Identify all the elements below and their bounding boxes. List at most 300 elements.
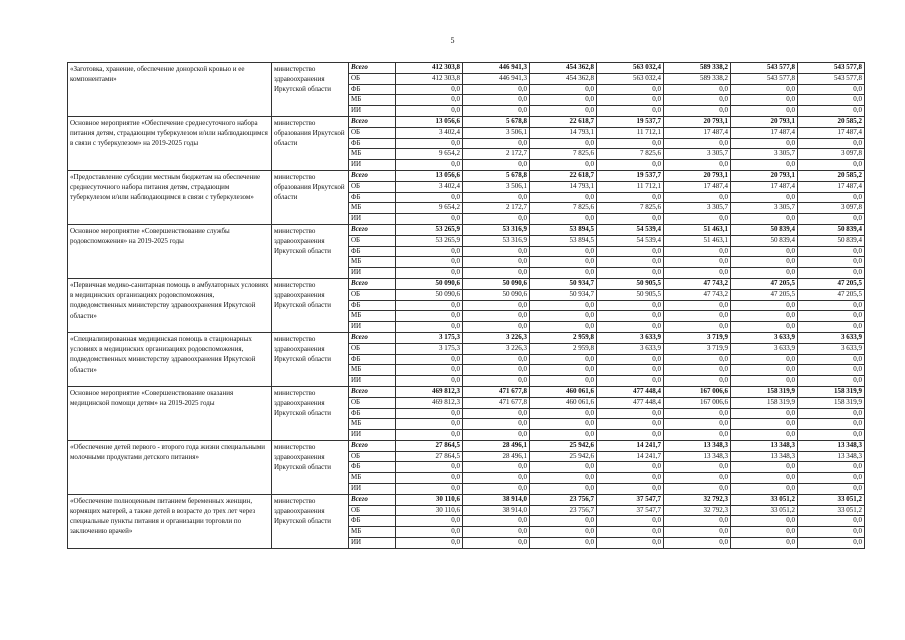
- amount-cell: 0,0: [731, 138, 798, 149]
- amount-cell: 27 864,5: [396, 440, 463, 451]
- amount-cell: 0,0: [731, 354, 798, 365]
- amount-cell: 0,0: [798, 365, 865, 376]
- amount-cell: 3 506,1: [463, 181, 530, 192]
- amount-cell: 0,0: [396, 311, 463, 322]
- amount-cell: 54 539,4: [597, 235, 664, 246]
- amount-cell: 0,0: [798, 527, 865, 538]
- amount-cell: 0,0: [530, 484, 597, 495]
- amount-cell: 0,0: [664, 419, 731, 430]
- amount-cell: 50 905,5: [597, 289, 664, 300]
- amount-cell: 0,0: [731, 246, 798, 257]
- amount-cell: 0,0: [664, 214, 731, 225]
- amount-cell: 0,0: [798, 192, 865, 203]
- amount-cell: 0,0: [798, 376, 865, 387]
- amount-cell: 0,0: [530, 84, 597, 95]
- amount-cell: 25 942,6: [530, 451, 597, 462]
- amount-cell: 0,0: [396, 484, 463, 495]
- amount-cell: 3 175,3: [396, 343, 463, 354]
- amount-cell: 0,0: [798, 322, 865, 333]
- amount-cell: 37 547,7: [597, 505, 664, 516]
- amount-cell: 0,0: [396, 257, 463, 268]
- amount-cell: 0,0: [664, 538, 731, 549]
- amount-cell: 0,0: [664, 516, 731, 527]
- amount-cell: 3 719,9: [664, 332, 731, 343]
- amount-cell: 0,0: [463, 106, 530, 117]
- table-row: [68, 440, 865, 451]
- amount-cell: 13 056,6: [396, 170, 463, 181]
- amount-cell: 0,0: [731, 538, 798, 549]
- amount-cell: 22 618,7: [530, 116, 597, 127]
- amount-cell: 9 654,2: [396, 149, 463, 160]
- amount-cell: 27 864,5: [396, 451, 463, 462]
- amount-cell: 0,0: [798, 214, 865, 225]
- funding-source: МБ: [349, 527, 396, 538]
- amount-cell: 0,0: [463, 214, 530, 225]
- activity-description: «Обеспечение полноценным питанием беременных женщин, кормящих матерей, а также детей в возрасте до трех лет через специальные пункты питания и организации торговли по заключению врачей»: [68, 494, 272, 548]
- amount-cell: 0,0: [530, 419, 597, 430]
- amount-cell: 0,0: [463, 462, 530, 473]
- amount-cell: 471 677,8: [463, 397, 530, 408]
- amount-cell: 0,0: [798, 84, 865, 95]
- funding-source: МБ: [349, 95, 396, 106]
- amount-cell: 13 348,3: [731, 440, 798, 451]
- funding-source: МБ: [349, 365, 396, 376]
- amount-cell: 0,0: [731, 106, 798, 117]
- amount-cell: 0,0: [530, 516, 597, 527]
- amount-cell: 0,0: [396, 365, 463, 376]
- amount-cell: 158 319,9: [798, 386, 865, 397]
- amount-cell: 0,0: [597, 214, 664, 225]
- amount-cell: 0,0: [798, 160, 865, 171]
- funding-source: ОБ: [349, 397, 396, 408]
- amount-cell: 3 226,3: [463, 332, 530, 343]
- amount-cell: 0,0: [463, 408, 530, 419]
- responsible-organization: министерство здравоохранения Иркутской области: [272, 494, 349, 548]
- amount-cell: 3 633,9: [597, 332, 664, 343]
- amount-cell: 50 905,5: [597, 278, 664, 289]
- amount-cell: 0,0: [597, 419, 664, 430]
- amount-cell: 7 825,6: [597, 203, 664, 214]
- funding-source: ИИ: [349, 160, 396, 171]
- amount-cell: 0,0: [463, 419, 530, 430]
- amount-cell: 0,0: [731, 160, 798, 171]
- amount-cell: 17 487,4: [664, 181, 731, 192]
- funding-source: ФБ: [349, 192, 396, 203]
- budget-table-body: [68, 63, 865, 549]
- amount-cell: 50 090,6: [463, 289, 530, 300]
- amount-cell: 0,0: [530, 376, 597, 387]
- amount-cell: 0,0: [396, 214, 463, 225]
- amount-cell: 0,0: [530, 300, 597, 311]
- amount-cell: 0,0: [463, 538, 530, 549]
- amount-cell: 0,0: [664, 192, 731, 203]
- amount-cell: 3 633,9: [731, 332, 798, 343]
- amount-cell: 3 633,9: [731, 343, 798, 354]
- amount-cell: 0,0: [664, 473, 731, 484]
- amount-cell: 0,0: [664, 160, 731, 171]
- funding-source: ФБ: [349, 516, 396, 527]
- funding-source: ОБ: [349, 505, 396, 516]
- amount-cell: 17 487,4: [731, 127, 798, 138]
- amount-cell: 589 338,2: [664, 73, 731, 84]
- amount-cell: 13 348,3: [798, 451, 865, 462]
- amount-cell: 0,0: [798, 268, 865, 279]
- amount-cell: 3 226,3: [463, 343, 530, 354]
- amount-cell: 0,0: [731, 257, 798, 268]
- amount-cell: 3 402,4: [396, 181, 463, 192]
- table-row: [68, 332, 865, 343]
- amount-cell: 0,0: [530, 322, 597, 333]
- amount-cell: 0,0: [396, 300, 463, 311]
- amount-cell: 0,0: [664, 268, 731, 279]
- amount-cell: 167 006,6: [664, 397, 731, 408]
- amount-cell: 0,0: [463, 192, 530, 203]
- amount-cell: 0,0: [597, 106, 664, 117]
- amount-cell: 17 487,4: [798, 127, 865, 138]
- amount-cell: 0,0: [597, 376, 664, 387]
- responsible-organization: министерство образования Иркутской области: [272, 170, 349, 224]
- amount-cell: 53 265,9: [396, 224, 463, 235]
- amount-cell: 0,0: [463, 138, 530, 149]
- amount-cell: 0,0: [664, 257, 731, 268]
- amount-cell: 7 825,6: [597, 149, 664, 160]
- amount-cell: 17 487,4: [664, 127, 731, 138]
- amount-cell: 3 305,7: [731, 203, 798, 214]
- amount-cell: 3 305,7: [664, 149, 731, 160]
- amount-cell: 14 241,7: [597, 440, 664, 451]
- amount-cell: 0,0: [597, 268, 664, 279]
- amount-cell: 53 316,9: [463, 224, 530, 235]
- amount-cell: 471 677,8: [463, 386, 530, 397]
- amount-cell: 477 448,4: [597, 386, 664, 397]
- funding-source: ОБ: [349, 289, 396, 300]
- amount-cell: 0,0: [664, 527, 731, 538]
- amount-cell: 0,0: [798, 484, 865, 495]
- amount-cell: 0,0: [396, 419, 463, 430]
- table-row: [68, 116, 865, 127]
- amount-cell: 0,0: [731, 300, 798, 311]
- responsible-organization: министерство здравоохранения Иркутской области: [272, 440, 349, 494]
- amount-cell: 0,0: [530, 138, 597, 149]
- amount-cell: 0,0: [396, 538, 463, 549]
- amount-cell: 32 792,3: [664, 494, 731, 505]
- amount-cell: 28 496,1: [463, 440, 530, 451]
- funding-source: ФБ: [349, 84, 396, 95]
- funding-source: ОБ: [349, 451, 396, 462]
- amount-cell: 0,0: [731, 214, 798, 225]
- amount-cell: 20 793,1: [731, 116, 798, 127]
- funding-source: ФБ: [349, 246, 396, 257]
- amount-cell: 0,0: [597, 322, 664, 333]
- amount-cell: 2 959,8: [530, 332, 597, 343]
- funding-source: ИИ: [349, 322, 396, 333]
- amount-cell: 0,0: [664, 408, 731, 419]
- funding-source: Всего: [349, 278, 396, 289]
- amount-cell: 0,0: [463, 160, 530, 171]
- amount-cell: 0,0: [463, 516, 530, 527]
- amount-cell: 563 032,4: [597, 73, 664, 84]
- amount-cell: 0,0: [396, 268, 463, 279]
- amount-cell: 38 914,0: [463, 505, 530, 516]
- responsible-organization: министерство здравоохранения Иркутской области: [272, 224, 349, 278]
- amount-cell: 0,0: [731, 95, 798, 106]
- amount-cell: 28 496,1: [463, 451, 530, 462]
- amount-cell: 53 316,9: [463, 235, 530, 246]
- amount-cell: 0,0: [463, 354, 530, 365]
- funding-source: ИИ: [349, 268, 396, 279]
- funding-source: ОБ: [349, 73, 396, 84]
- amount-cell: 543 577,8: [731, 63, 798, 74]
- amount-cell: 3 305,7: [731, 149, 798, 160]
- amount-cell: 0,0: [396, 430, 463, 441]
- amount-cell: 460 061,6: [530, 386, 597, 397]
- amount-cell: 33 051,2: [731, 505, 798, 516]
- amount-cell: 0,0: [396, 95, 463, 106]
- amount-cell: 0,0: [664, 376, 731, 387]
- amount-cell: 0,0: [463, 246, 530, 257]
- amount-cell: 0,0: [463, 527, 530, 538]
- amount-cell: 412 303,8: [396, 73, 463, 84]
- amount-cell: 543 577,8: [731, 73, 798, 84]
- amount-cell: 11 712,1: [597, 127, 664, 138]
- amount-cell: 51 463,1: [664, 235, 731, 246]
- responsible-organization: министерство здравоохранения Иркутской области: [272, 386, 349, 440]
- amount-cell: 0,0: [530, 527, 597, 538]
- amount-cell: 0,0: [463, 484, 530, 495]
- amount-cell: 0,0: [463, 473, 530, 484]
- amount-cell: 0,0: [798, 257, 865, 268]
- funding-source: МБ: [349, 149, 396, 160]
- amount-cell: 13 348,3: [731, 451, 798, 462]
- amount-cell: 50 839,4: [731, 235, 798, 246]
- amount-cell: 412 303,8: [396, 63, 463, 74]
- amount-cell: 53 265,9: [396, 235, 463, 246]
- amount-cell: 3 402,4: [396, 127, 463, 138]
- amount-cell: 7 825,6: [530, 203, 597, 214]
- amount-cell: 0,0: [597, 516, 664, 527]
- amount-cell: 50 934,7: [530, 289, 597, 300]
- amount-cell: 0,0: [731, 311, 798, 322]
- amount-cell: 0,0: [731, 268, 798, 279]
- amount-cell: 0,0: [463, 365, 530, 376]
- funding-source: ФБ: [349, 354, 396, 365]
- amount-cell: 14 793,1: [530, 181, 597, 192]
- amount-cell: 0,0: [396, 322, 463, 333]
- amount-cell: 17 487,4: [798, 181, 865, 192]
- amount-cell: 47 205,5: [731, 289, 798, 300]
- activity-description: «Предоставление субсидии местным бюджетам на обеспечение среднесуточного набора питания детям, страдающим туберкулезом и/или наблюдающимся в связи с туберкулезом»: [68, 170, 272, 224]
- amount-cell: 5 678,8: [463, 116, 530, 127]
- amount-cell: 51 463,1: [664, 224, 731, 235]
- responsible-organization: министерство здравоохранения Иркутской области: [272, 278, 349, 332]
- amount-cell: 0,0: [597, 473, 664, 484]
- amount-cell: 0,0: [597, 95, 664, 106]
- page-number: 5: [450, 36, 455, 45]
- amount-cell: 0,0: [664, 430, 731, 441]
- amount-cell: 0,0: [597, 311, 664, 322]
- amount-cell: 32 792,3: [664, 505, 731, 516]
- amount-cell: 50 839,4: [731, 224, 798, 235]
- amount-cell: 0,0: [731, 322, 798, 333]
- amount-cell: 50 090,6: [463, 278, 530, 289]
- amount-cell: 0,0: [530, 268, 597, 279]
- amount-cell: 14 241,7: [597, 451, 664, 462]
- amount-cell: 0,0: [396, 84, 463, 95]
- amount-cell: 0,0: [396, 192, 463, 203]
- amount-cell: 0,0: [798, 354, 865, 365]
- amount-cell: 47 205,5: [798, 289, 865, 300]
- funding-source: Всего: [349, 332, 396, 343]
- amount-cell: 0,0: [530, 408, 597, 419]
- amount-cell: 0,0: [396, 246, 463, 257]
- table-row: [68, 63, 865, 74]
- table-row: [68, 224, 865, 235]
- amount-cell: 20 793,1: [664, 170, 731, 181]
- amount-cell: 23 756,7: [530, 494, 597, 505]
- amount-cell: 0,0: [530, 365, 597, 376]
- funding-source: Всего: [349, 386, 396, 397]
- amount-cell: 13 348,3: [798, 440, 865, 451]
- amount-cell: 50 934,7: [530, 278, 597, 289]
- amount-cell: 0,0: [664, 300, 731, 311]
- amount-cell: 20 793,1: [664, 116, 731, 127]
- amount-cell: 0,0: [396, 527, 463, 538]
- amount-cell: 37 547,7: [597, 494, 664, 505]
- amount-cell: 0,0: [530, 214, 597, 225]
- amount-cell: 0,0: [731, 430, 798, 441]
- amount-cell: 0,0: [731, 462, 798, 473]
- amount-cell: 0,0: [530, 192, 597, 203]
- table-row: [68, 386, 865, 397]
- amount-cell: 3 175,3: [396, 332, 463, 343]
- amount-cell: 0,0: [664, 84, 731, 95]
- activity-description: Основное мероприятие «Совершенствование службы родовспоможения» на 2019-2025 годы: [68, 224, 272, 278]
- amount-cell: 3 097,8: [798, 149, 865, 160]
- amount-cell: 0,0: [463, 84, 530, 95]
- amount-cell: 23 756,7: [530, 505, 597, 516]
- amount-cell: 47 743,2: [664, 289, 731, 300]
- amount-cell: 0,0: [597, 300, 664, 311]
- activity-description: Основное мероприятие «Совершенствование оказания медицинской помощи детям» на 2019-2025 годы: [68, 386, 272, 440]
- amount-cell: 454 362,8: [530, 63, 597, 74]
- funding-source: Всего: [349, 116, 396, 127]
- funding-source: ФБ: [349, 462, 396, 473]
- amount-cell: 0,0: [463, 430, 530, 441]
- amount-cell: 0,0: [731, 473, 798, 484]
- amount-cell: 0,0: [530, 462, 597, 473]
- amount-cell: 3 506,1: [463, 127, 530, 138]
- amount-cell: 5 678,8: [463, 170, 530, 181]
- amount-cell: 0,0: [396, 376, 463, 387]
- amount-cell: 2 959,8: [530, 343, 597, 354]
- funding-source: Всего: [349, 224, 396, 235]
- amount-cell: 0,0: [597, 527, 664, 538]
- amount-cell: 0,0: [798, 462, 865, 473]
- amount-cell: 2 172,7: [463, 149, 530, 160]
- amount-cell: 0,0: [664, 462, 731, 473]
- amount-cell: 0,0: [597, 484, 664, 495]
- amount-cell: 0,0: [396, 138, 463, 149]
- amount-cell: 0,0: [798, 106, 865, 117]
- table-row: [68, 278, 865, 289]
- amount-cell: 0,0: [463, 311, 530, 322]
- funding-source: ИИ: [349, 484, 396, 495]
- amount-cell: 0,0: [798, 516, 865, 527]
- amount-cell: 0,0: [664, 322, 731, 333]
- funding-source: ОБ: [349, 235, 396, 246]
- amount-cell: 0,0: [731, 365, 798, 376]
- funding-source: МБ: [349, 473, 396, 484]
- amount-cell: 2 172,7: [463, 203, 530, 214]
- amount-cell: 0,0: [731, 419, 798, 430]
- funding-source: ОБ: [349, 181, 396, 192]
- amount-cell: 0,0: [798, 246, 865, 257]
- amount-cell: 0,0: [463, 322, 530, 333]
- amount-cell: 0,0: [597, 192, 664, 203]
- amount-cell: 0,0: [597, 430, 664, 441]
- amount-cell: 454 362,8: [530, 73, 597, 84]
- amount-cell: 543 577,8: [798, 73, 865, 84]
- amount-cell: 33 051,2: [798, 505, 865, 516]
- amount-cell: 0,0: [664, 365, 731, 376]
- amount-cell: 3 633,9: [798, 332, 865, 343]
- amount-cell: 3 305,7: [664, 203, 731, 214]
- amount-cell: 0,0: [396, 408, 463, 419]
- amount-cell: 0,0: [396, 516, 463, 527]
- amount-cell: 0,0: [597, 257, 664, 268]
- amount-cell: 469 812,3: [396, 386, 463, 397]
- amount-cell: 158 319,9: [798, 397, 865, 408]
- amount-cell: 0,0: [396, 160, 463, 171]
- amount-cell: 0,0: [798, 430, 865, 441]
- amount-cell: 3 097,8: [798, 203, 865, 214]
- activity-description: Основное мероприятие «Обеспечение среднесуточного набора питания детям, страдающим туберкулезом и/или наблюдающимся в связи с туберкулезом» на 2019-2025 годы: [68, 116, 272, 170]
- amount-cell: 0,0: [731, 376, 798, 387]
- amount-cell: 3 633,9: [597, 343, 664, 354]
- amount-cell: 0,0: [396, 473, 463, 484]
- amount-cell: 0,0: [597, 246, 664, 257]
- amount-cell: 0,0: [463, 257, 530, 268]
- amount-cell: 0,0: [597, 408, 664, 419]
- funding-source: ИИ: [349, 538, 396, 549]
- funding-source: ФБ: [349, 138, 396, 149]
- table-row: [68, 494, 865, 505]
- amount-cell: 0,0: [798, 473, 865, 484]
- amount-cell: 0,0: [731, 527, 798, 538]
- funding-source: ФБ: [349, 300, 396, 311]
- amount-cell: 0,0: [798, 408, 865, 419]
- amount-cell: 50 090,6: [396, 289, 463, 300]
- amount-cell: 30 110,6: [396, 505, 463, 516]
- amount-cell: 0,0: [530, 95, 597, 106]
- amount-cell: 0,0: [530, 106, 597, 117]
- amount-cell: 0,0: [597, 538, 664, 549]
- activity-description: «Специализированная медицинская помощь в стационарных условиях в медицинских организациях родовспоможения, подведомственных министерству здравоохранения Иркутской области»: [68, 332, 272, 386]
- amount-cell: 47 205,5: [798, 278, 865, 289]
- amount-cell: 0,0: [463, 300, 530, 311]
- responsible-organization: министерство здравоохранения Иркутской области: [272, 332, 349, 386]
- amount-cell: 446 941,3: [463, 73, 530, 84]
- amount-cell: 13 348,3: [664, 440, 731, 451]
- amount-cell: 446 941,3: [463, 63, 530, 74]
- funding-source: МБ: [349, 257, 396, 268]
- amount-cell: 0,0: [664, 138, 731, 149]
- funding-source: Всего: [349, 494, 396, 505]
- amount-cell: 563 032,4: [597, 63, 664, 74]
- amount-cell: 0,0: [396, 106, 463, 117]
- amount-cell: 0,0: [530, 430, 597, 441]
- funding-source: МБ: [349, 203, 396, 214]
